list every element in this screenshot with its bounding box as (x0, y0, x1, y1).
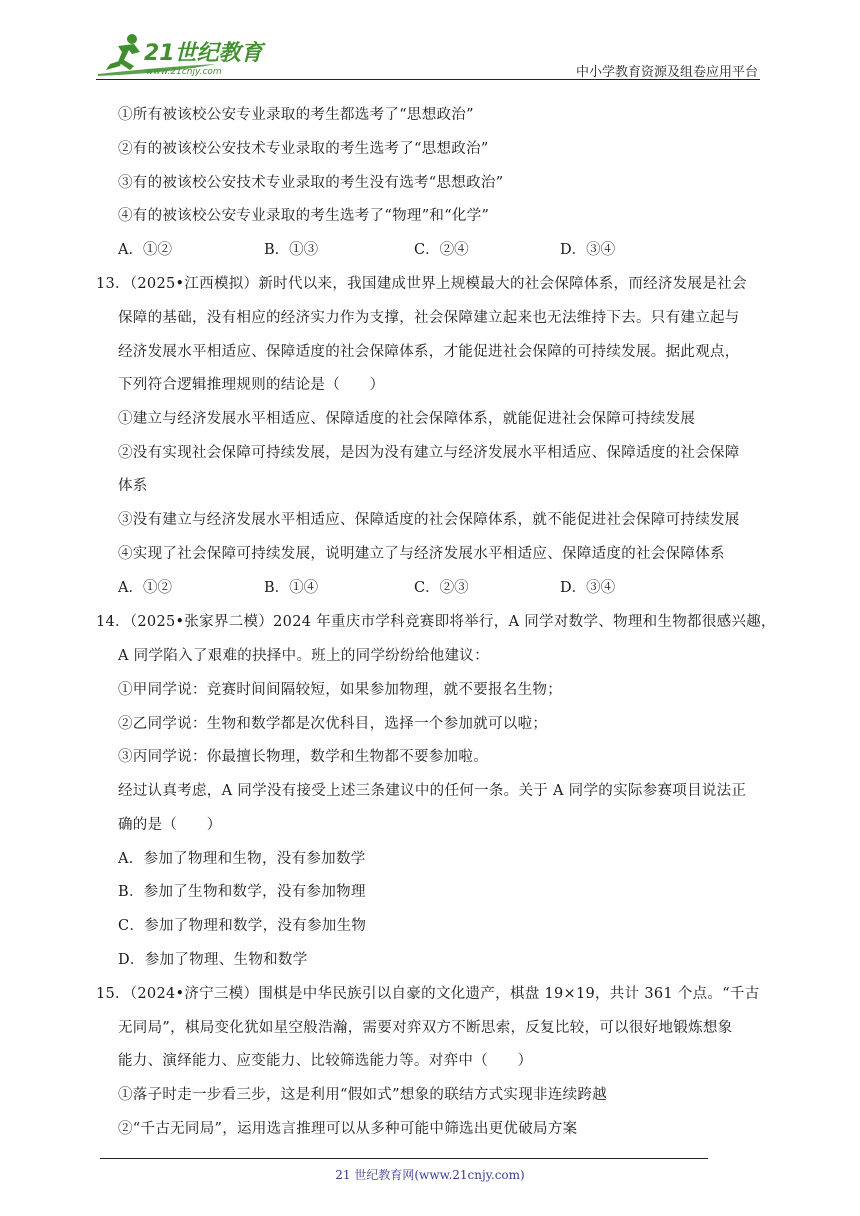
q12-item-3: ③有的被该校公安技术专业录取的考生没有选考“思想政治” (118, 175, 504, 191)
q13-option-b[interactable]: B．①④ (264, 580, 319, 596)
q14-item-1: ①甲同学说：竞赛时间间隔较短，如果参加物理，就不要报名生物； (118, 682, 562, 698)
q14-note-line-1: 经过认真考虑，A 同学没有接受上述三条建议中的任何一条。关于 A 同学的实际参赛项目说法正 (118, 783, 747, 799)
q13-stem-line-4: 下列符合逻辑推理规则的结论是（ ） (118, 377, 385, 393)
q13-option-c[interactable]: C．②③ (414, 580, 469, 596)
q12-option-c[interactable]: C．②④ (414, 242, 469, 258)
q14-note-line-2: 确的是（ ） (118, 817, 222, 833)
q13-item-4: ④实现了社会保障可持续发展，说明建立了与经济发展水平相适应、保障适度的社会保障体系 (118, 546, 725, 562)
q14-option-c[interactable]: C．参加了物理和数学，没有参加生物 (118, 918, 367, 934)
svg-text:21世纪教育: 21世纪教育 (144, 41, 263, 66)
q13-item-2-cont: 体系 (118, 478, 148, 494)
q14-stem-line-1: 14．（2025•张家界二模）2024 年重庆市学科竞赛即将举行，A 同学对数学、物理和生物都很感兴趣， (96, 614, 776, 630)
q13-item-2: ②没有实现社会保障可持续发展，是因为没有建立与经济发展水平相适应、保障适度的社会保障 (118, 445, 740, 461)
svg-text:www.21cnjy.com: www.21cnjy.com (146, 67, 222, 77)
q13-option-d[interactable]: D．③④ (560, 580, 616, 596)
header-divider (96, 79, 760, 80)
q12-options (118, 240, 718, 260)
q12-item-2: ②有的被该校公安技术专业录取的考生选考了“思想政治” (118, 141, 489, 157)
q12-option-d[interactable]: D．③④ (560, 242, 616, 258)
site-logo (96, 30, 276, 78)
page-footer[interactable]: 21 世纪教育网(www.21cnjy.com) (335, 1168, 525, 1182)
q14-option-d[interactable]: D．参加了物理、生物和数学 (118, 952, 308, 968)
q12-item-4: ④有的被该校公安专业录取的考生选考了“物理”和“化学” (118, 208, 490, 224)
q12-option-a[interactable]: A．①② (118, 242, 172, 258)
q13-item-1: ①建立与经济发展水平相适应、保障适度的社会保障体系，就能促进社会保障可持续发展 (118, 411, 696, 427)
q14-stem-line-2: A 同学陷入了艰难的抉择中。班上的同学纷纷给他建议： (118, 648, 489, 664)
q14-item-3: ③丙同学说：你最擅长物理，数学和生物都不要参加啦。 (118, 749, 488, 765)
q12-option-b[interactable]: B．①③ (264, 242, 319, 258)
q15-stem-line-1: 15．（2024•济宁三模）围棋是中华民族引以自豪的文化遗产，棋盘 19×19，共计 361 个点。“千古 (96, 986, 760, 1002)
page-header (96, 30, 760, 80)
q13-stem-line-3: 经济发展水平相适应、保障适度的社会保障体系，才能促进社会保障的可持续发展。据此观点， (118, 344, 740, 360)
q13-option-a[interactable]: A．①② (118, 580, 172, 596)
q15-stem-line-3: 能力、演绎能力、应变能力、比较筛选能力等。对弈中（ ） (118, 1053, 533, 1069)
q14-option-a[interactable]: A．参加了物理和生物，没有参加数学 (118, 851, 366, 867)
q15-item-1: ①落子时走一步看三步，这是利用“假如式”想象的联结方式实现非连续跨越 (118, 1087, 608, 1103)
q13-stem-line-1: 13．（2025•江西模拟）新时代以来，我国建成世界上规模最大的社会保障体系，而经济发展是社会 (96, 276, 747, 292)
q14-option-b[interactable]: B．参加了生物和数学，没有参加物理 (118, 884, 366, 900)
platform-name: 中小学教育资源及组卷应用平台 (575, 65, 758, 80)
q13-options (118, 578, 718, 598)
q15-stem-line-2: 无同局”，棋局变化犹如星空般浩瀚，需要对弈双方不断思索，反复比较，可以很好地锻炼想象 (118, 1020, 733, 1036)
q13-stem-line-2: 保障的基础，没有相应的经济实力作为支撑，社会保障建立起来也无法维持下去。只有建立起与 (118, 310, 740, 326)
footer-divider (100, 1158, 708, 1159)
q12-item-1: ①所有被该校公安专业录取的考生都选考了“思想政治” (118, 107, 474, 123)
q13-item-3: ③没有建立与经济发展水平相适应、保障适度的社会保障体系，就不能促进社会保障可持续发展 (118, 512, 740, 528)
q14-item-2: ②乙同学说：生物和数学都是次优科目，选择一个参加就可以啦； (118, 716, 548, 732)
q15-item-2: ②“千古无同局”，运用选言推理可以从多种可能中筛选出更优破局方案 (118, 1121, 578, 1137)
